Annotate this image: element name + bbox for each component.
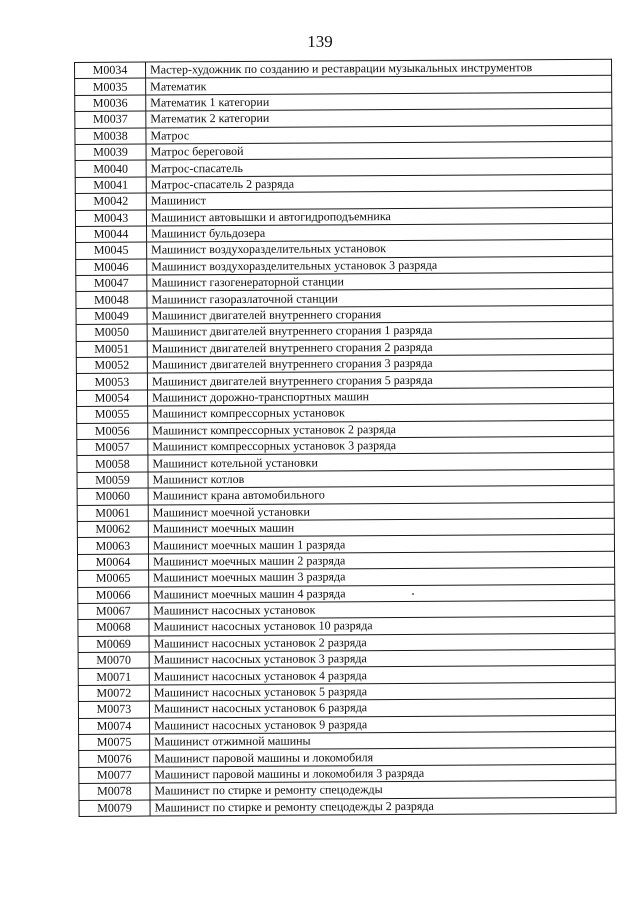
occupation-code: M0069 [78, 636, 149, 653]
occupation-code: M0041 [75, 177, 146, 194]
table-body [75, 59, 617, 816]
occupation-name: Машинист котлов [148, 469, 614, 488]
occupation-code: M0061 [77, 505, 148, 522]
occupation-name: Мастер-художник по созданию и реставрации музыкальных инструментов [146, 59, 612, 78]
table-row [79, 797, 616, 817]
occupation-name: Машинист воздухоразделительных установок [147, 240, 613, 259]
occupation-name: Машинист моечных машин 2 разряда [149, 551, 615, 570]
occupation-code: M0060 [77, 488, 148, 505]
occupation-name: Машинист компрессорных установок [148, 403, 614, 422]
occupation-code: M0040 [75, 160, 146, 177]
occupation-code: M0063 [77, 537, 148, 554]
occupation-name: Машинист компрессорных установок 2 разряда [148, 420, 614, 439]
occupation-name: Машинист двигателей внутреннего сгорания 1 разряда [147, 321, 613, 340]
scan-speck [412, 593, 414, 595]
occupation-code: M0058 [77, 455, 148, 472]
occupation-code: M0074 [79, 718, 150, 735]
occupation-code: M0062 [77, 521, 148, 538]
occupation-code: M0044 [76, 226, 147, 243]
occupation-name: Машинист котельной установки [148, 453, 614, 472]
occupation-code: M0064 [78, 554, 149, 571]
occupation-code: M0056 [77, 423, 148, 440]
occupation-code: M0057 [77, 439, 148, 456]
page-number: 139 [307, 32, 333, 51]
occupation-name: Матрос-спасатель 2 разряда [146, 174, 612, 193]
occupation-name: Машинист насосных установок 6 разряда [149, 698, 615, 717]
occupation-code: M0036 [75, 95, 146, 112]
occupation-code: M0048 [76, 292, 147, 309]
occupation-name: Математик [146, 76, 612, 95]
occupation-name: Машинист бульдозера [147, 223, 613, 242]
occupation-code: M0073 [78, 701, 149, 718]
occupation-name: Машинист компрессорных установок 3 разряда [148, 436, 614, 455]
occupation-name: Машинист отжимной машины [150, 731, 616, 750]
occupation-name: Машинист насосных установок 5 разряда [149, 682, 615, 701]
occupation-name: Машинист по стирке и ремонту спецодежды 2 разряда [150, 797, 616, 816]
occupation-code: M0047 [76, 275, 147, 292]
occupation-code: M0068 [78, 619, 149, 636]
occupation-name: Машинист моечных машин 3 разряда [149, 567, 615, 586]
occupation-code: M0075 [79, 734, 150, 751]
occupation-code: M0054 [77, 390, 148, 407]
occupation-code: M0050 [76, 324, 147, 341]
occupation-name: Матрос-спасатель [146, 158, 612, 177]
occupation-code: M0053 [76, 373, 147, 390]
occupation-name: Машинист моечных машин 1 разряда [148, 535, 614, 554]
occupation-code: M0039 [75, 144, 146, 161]
occupation-name: Машинист насосных установок 4 разряда [149, 666, 615, 685]
occupation-name: Машинист автовышки и автогидроподъемника [146, 207, 612, 226]
occupation-name: Машинист моечных машин [148, 518, 614, 537]
occupation-code: M0049 [76, 308, 147, 325]
occupation-name: Машинист насосных установок 2 разряда [149, 633, 615, 652]
occupation-name: Машинист воздухоразделительных установок 3 разряда [147, 256, 613, 275]
occupation-code: M0071 [78, 669, 149, 686]
occupation-name: Машинист насосных установок [149, 600, 615, 619]
occupation-name: Машинист насосных установок 3 разряда [149, 649, 615, 668]
occupation-name: Матрос [146, 125, 612, 144]
occupation-name: Машинист двигателей внутреннего сгорания 2 разряда [147, 338, 613, 357]
occupation-code: M0067 [78, 603, 149, 620]
occupation-name: Машинист газогенераторной станции [147, 272, 613, 291]
occupation-code: M0046 [76, 259, 147, 276]
occupation-codes-table [74, 59, 617, 817]
occupation-name: Машинист газоразлаточной станции [147, 289, 613, 308]
occupation-code: M0037 [75, 111, 146, 128]
occupation-code: M0079 [79, 800, 150, 817]
occupation-code: M0042 [75, 193, 146, 210]
occupation-name: Машинист [146, 190, 612, 209]
occupation-name: Машинист двигателей внутреннего сгорания 3 разряда [147, 354, 613, 373]
occupation-code: M0077 [79, 767, 150, 784]
occupation-code: M0038 [75, 128, 146, 145]
occupation-code: M0045 [76, 242, 147, 259]
occupation-code: M0035 [75, 78, 146, 95]
occupation-code: M0052 [76, 357, 147, 374]
occupation-code: M0072 [78, 685, 149, 702]
occupation-code: M0070 [78, 652, 149, 669]
occupation-name: Машинист насосных установок 9 разряда [150, 715, 616, 734]
occupation-code: M0043 [75, 210, 146, 227]
occupation-code: M0066 [78, 587, 149, 604]
occupation-code: M0051 [76, 341, 147, 358]
occupation-name: Машинист насосных установок 10 разряда [149, 616, 615, 635]
occupation-name: Машинист двигателей внутреннего сгорания 5 разряда [147, 371, 613, 390]
occupation-name: Машинист по стирке и ремонту спецодежды [150, 780, 616, 799]
occupation-name: Машинист двигателей внутреннего сгорания [147, 305, 613, 324]
occupation-name: Матрос береговой [146, 141, 612, 160]
occupation-name: Машинист моечной установки [148, 502, 614, 521]
occupation-code: M0055 [77, 406, 148, 423]
occupation-code: M0034 [75, 62, 146, 79]
occupation-name: Машинист дорожно-транспортных машин [148, 387, 614, 406]
occupation-name: Машинист паровой машины и локомобиля [150, 748, 616, 767]
occupation-code: M0059 [77, 472, 148, 489]
occupation-code: M0078 [79, 783, 150, 800]
occupation-name: Машинист крана автомобильного [148, 485, 614, 504]
occupation-name: Машинист моечных машин 4 разряда [149, 584, 615, 603]
occupation-code: M0065 [78, 570, 149, 587]
occupation-name: Математик 1 категории [146, 92, 612, 111]
occupation-name: Машинист паровой машины и локомобиля 3 разряда [150, 764, 616, 783]
occupation-code: M0076 [79, 750, 150, 767]
occupation-name: Математик 2 категории [146, 108, 612, 127]
